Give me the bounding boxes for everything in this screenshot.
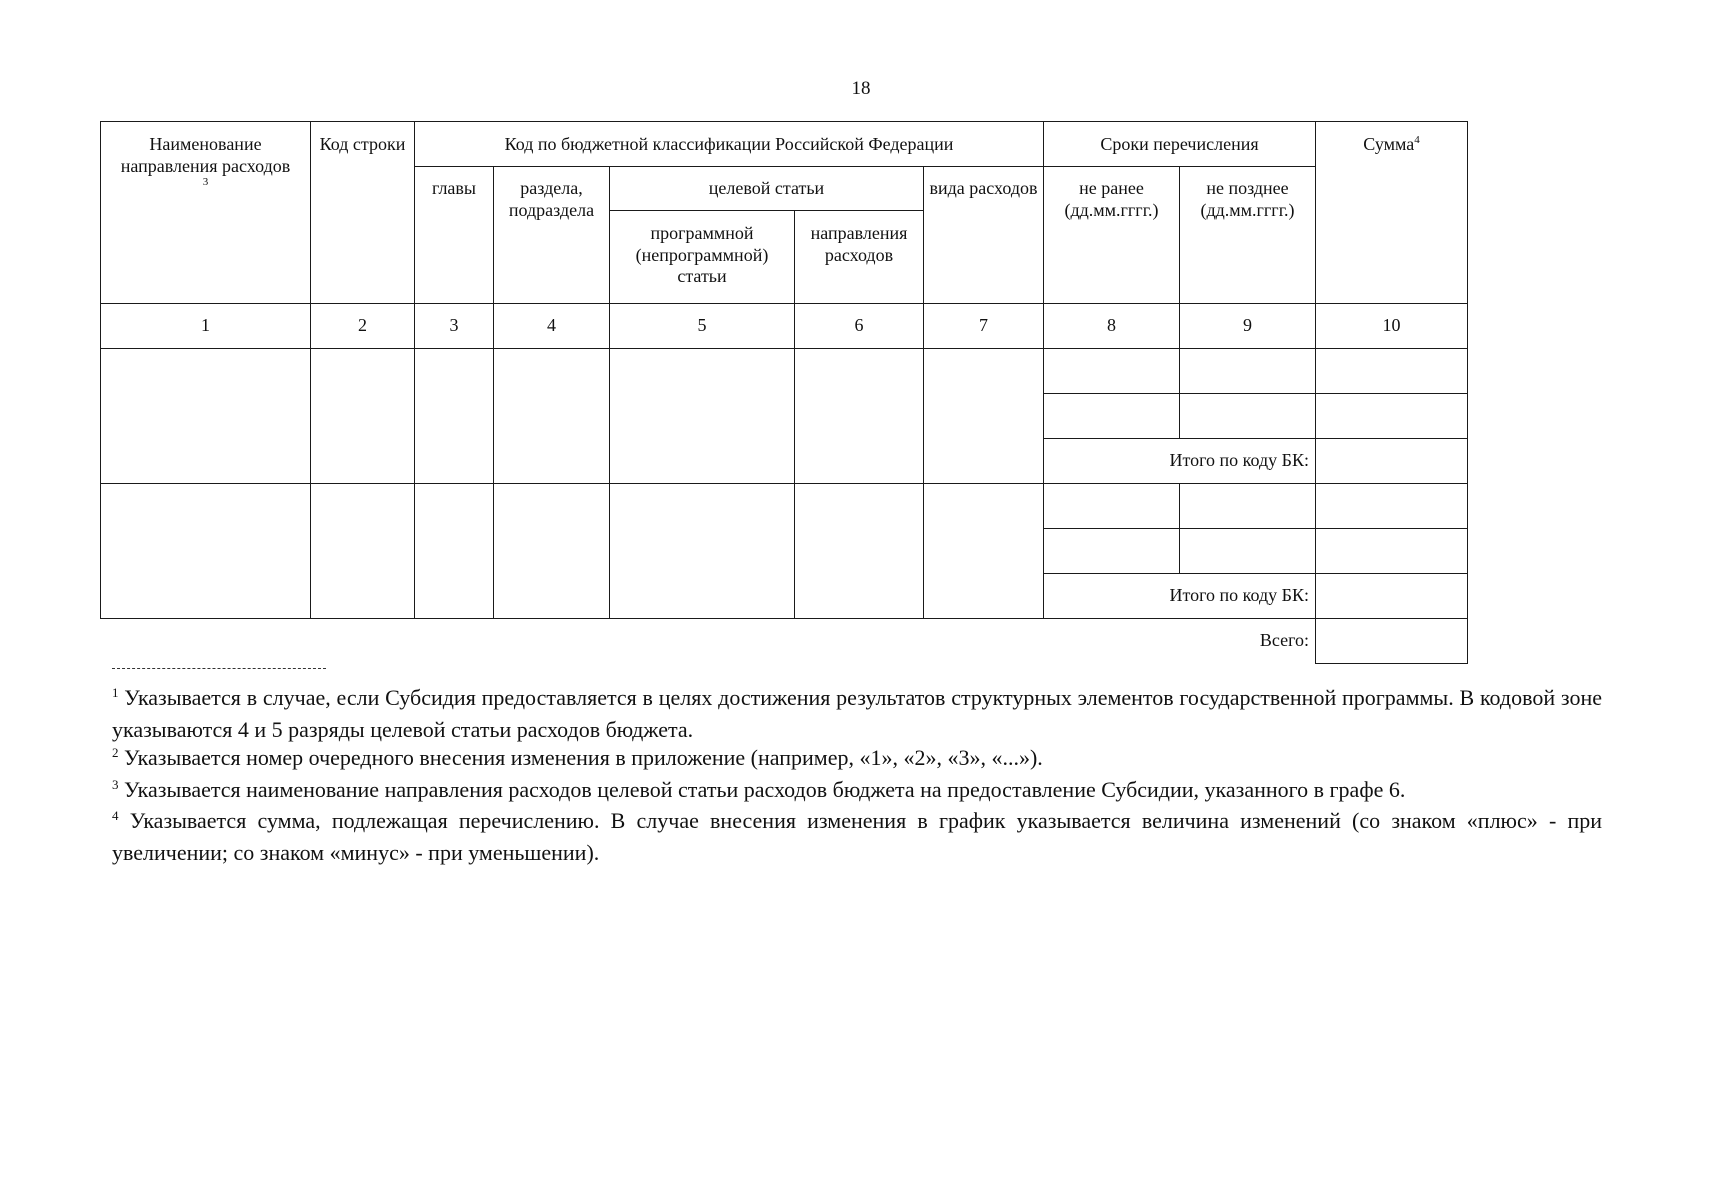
header-expense-type: вида расходов xyxy=(924,167,1044,304)
header-sum xyxy=(1316,122,1468,304)
header-sum-footnote-mark: 4 xyxy=(1414,134,1420,146)
total-by-bk-label: Итого по коду БК: xyxy=(1044,439,1316,484)
footnote-text: Указывается в случае, если Субсидия предоставляется в целях достижения результатов структурных элементов государственной программы. В кодовой зоне указываются 4 и 5 разряды целевой статьи расходов бюджета. xyxy=(112,685,1603,742)
cell-row-code[interactable] xyxy=(311,484,415,619)
cell-chapter[interactable] xyxy=(415,484,494,619)
footnote-mark: 3 xyxy=(112,776,119,792)
column-number: 4 xyxy=(494,304,610,349)
cell-expense-direction[interactable] xyxy=(795,349,924,484)
cell-sum[interactable] xyxy=(1316,349,1468,394)
cell-sum[interactable] xyxy=(1316,394,1468,439)
cell-program-article[interactable] xyxy=(610,349,795,484)
column-number: 3 xyxy=(415,304,494,349)
cell-chapter[interactable] xyxy=(415,349,494,484)
header-target-article: целевой статьи xyxy=(610,167,924,211)
footnote-text: Указывается сумма, подлежащая перечислению. В случае внесения изменения в график указывается величина изменений (со знаком «плюс» - при увеличении; со знаком «минус» - при уменьшении). xyxy=(112,808,1603,865)
payment-schedule-table xyxy=(100,121,1468,664)
cell-expense-direction[interactable] xyxy=(795,484,924,619)
column-number: 8 xyxy=(1044,304,1180,349)
footnote-3 xyxy=(112,776,1602,808)
total-by-bk-label: Итого по коду БК: xyxy=(1044,574,1316,619)
header-bk-group: Код по бюджетной классификации Российской Федерации xyxy=(415,122,1044,167)
cell-not-earlier[interactable] xyxy=(1044,484,1180,529)
cell-sum[interactable] xyxy=(1316,529,1468,574)
header-name-footnote-mark: 3 xyxy=(202,176,209,189)
footnote-mark: 4 xyxy=(112,808,119,824)
column-number: 1 xyxy=(101,304,311,349)
cell-sum[interactable] xyxy=(1316,484,1468,529)
cell-not-later[interactable] xyxy=(1180,349,1316,394)
column-number: 5 xyxy=(610,304,795,349)
cell-row-code[interactable] xyxy=(311,349,415,484)
header-section: раздела, подраздела xyxy=(494,167,610,304)
footnote-text: Указывается наименование направления расходов целевой статьи расходов бюджета на предоставление Субсидии, указанного в графе 6. xyxy=(124,776,1406,802)
footnote-mark: 1 xyxy=(112,685,119,701)
header-expense-direction: направления расходов xyxy=(795,211,924,304)
cell-name[interactable] xyxy=(101,349,311,484)
cell-section[interactable] xyxy=(494,349,610,484)
column-number: 6 xyxy=(795,304,924,349)
cell-not-later[interactable] xyxy=(1180,394,1316,439)
cell-program-article[interactable] xyxy=(610,484,795,619)
header-terms-group: Сроки перечисления xyxy=(1044,122,1316,167)
header-name-label: Наименование направления расходов xyxy=(120,134,291,176)
footnote-2 xyxy=(112,744,1602,776)
cell-not-later[interactable] xyxy=(1180,484,1316,529)
cell-not-earlier[interactable] xyxy=(1044,394,1180,439)
header-chapter: главы xyxy=(415,167,494,304)
header-row-code: Код строки xyxy=(311,122,415,304)
header-program-article: программной (непрограммной) статьи xyxy=(610,211,795,304)
cell-not-later[interactable] xyxy=(1180,529,1316,574)
footnotes xyxy=(112,684,1602,867)
cell-grand-total-sum[interactable] xyxy=(1316,619,1468,664)
header-not-earlier: не ранее (дд.мм.гггг.) xyxy=(1044,167,1180,304)
column-number: 7 xyxy=(924,304,1044,349)
column-number: 2 xyxy=(311,304,415,349)
cell-total-sum[interactable] xyxy=(1316,574,1468,619)
footnote-mark: 2 xyxy=(112,745,119,761)
footnote-4 xyxy=(112,807,1602,867)
footnote-separator xyxy=(112,668,326,669)
footnote-1 xyxy=(112,684,1602,744)
cell-total-sum[interactable] xyxy=(1316,439,1468,484)
header-name xyxy=(101,122,311,304)
cell-expense-type[interactable] xyxy=(924,484,1044,619)
cell-not-earlier[interactable] xyxy=(1044,349,1180,394)
header-sum-label: Сумма xyxy=(1363,134,1415,154)
grand-total-label: Всего: xyxy=(1259,630,1309,651)
column-number: 10 xyxy=(1316,304,1468,349)
cell-name[interactable] xyxy=(101,484,311,619)
column-number: 9 xyxy=(1180,304,1316,349)
cell-expense-type[interactable] xyxy=(924,349,1044,484)
cell-not-earlier[interactable] xyxy=(1044,529,1180,574)
footnote-text: Указывается номер очередного внесения изменения в приложение (например, «1», «2», «3», «...»). xyxy=(124,745,1043,770)
cell-section[interactable] xyxy=(494,484,610,619)
page-number: 18 xyxy=(851,78,871,99)
header-not-later: не позднее (дд.мм.гггг.) xyxy=(1180,167,1316,304)
